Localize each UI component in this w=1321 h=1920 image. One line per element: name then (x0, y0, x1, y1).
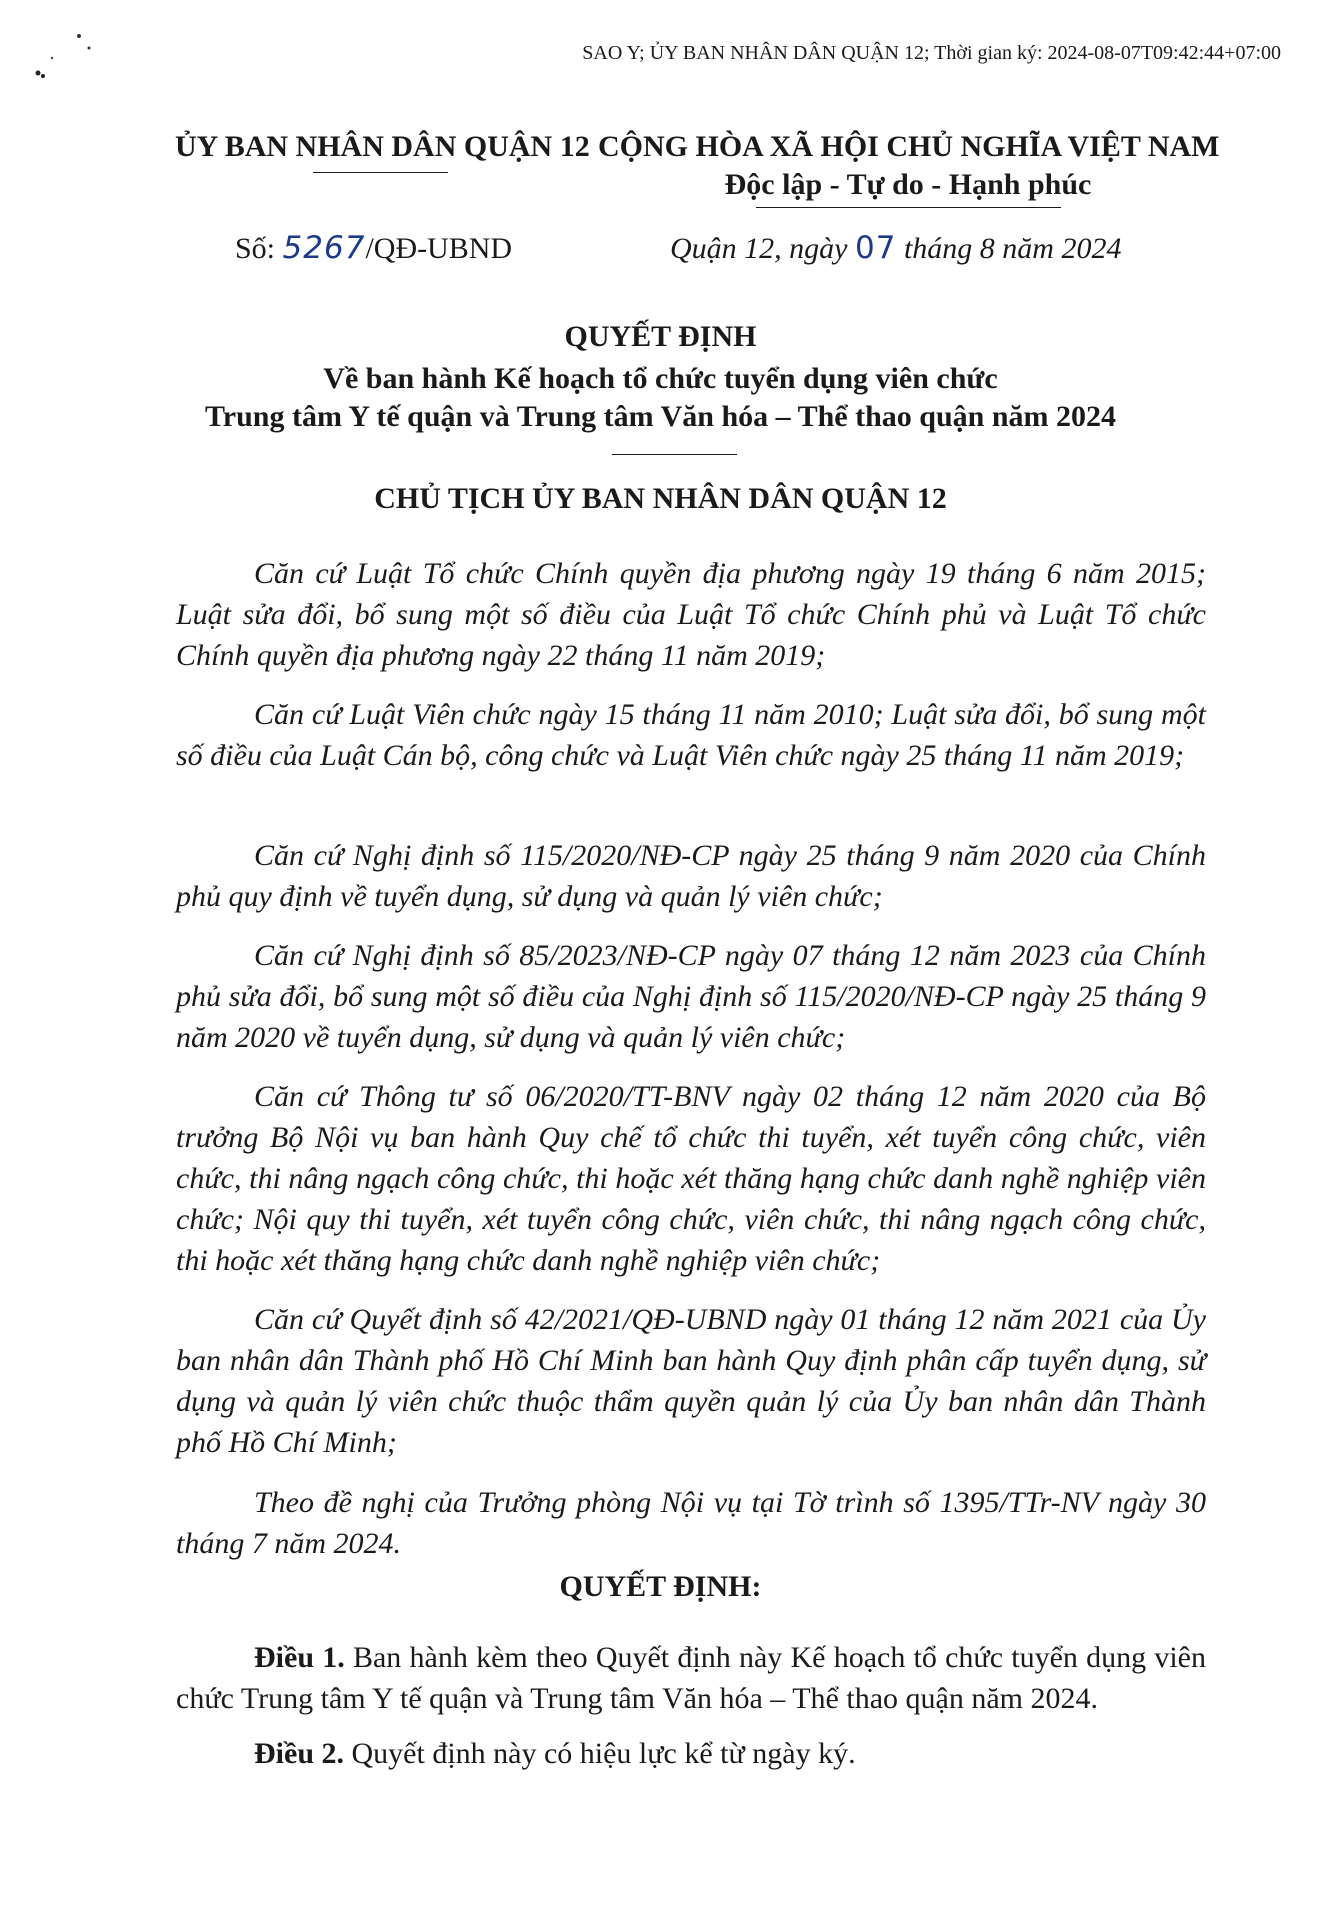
issuing-authority: CHỦ TỊCH ỦY BAN NHÂN DÂN QUẬN 12 (374, 482, 947, 515)
handwritten-day: 07 (854, 230, 897, 266)
document-number (235, 230, 512, 266)
document-date (670, 230, 1121, 266)
motto-underline (756, 207, 1061, 208)
article-text: Quyết định này có hiệu lực kể từ ngày ký. (344, 1737, 856, 1770)
title-subject-line-1: Về ban hành Kế hoạch tổ chức tuyển dụng viên chức (323, 362, 998, 395)
agency-name: ỦY BAN NHÂN DÂN QUẬN 12 (175, 130, 590, 163)
article-text: Ban hành kèm theo Quyết định này Kế hoạch tổ chức tuyển dụng viên chức Trung tâm Y tế quận và Trung tâm Văn hóa – Thể thao quận năm 2024. (176, 1641, 1207, 1715)
number-prefix: Số: (235, 232, 283, 265)
preamble-paragraph: Căn cứ Thông tư số 06/2020/TT-BNV ngày 02 tháng 12 năm 2020 của Bộ trưởng Bộ Nội vụ ban hành Quy chế tổ chức thi tuyển, xét tuyển công chức, viên chức, thi nâng ngạch công chức, thi hoặc xét thăng hạng chức danh nghề nghiệp viên chức; Nội quy thi tuyển, xét tuyển công chức, viên chức, thi nâng ngạch công chức, thi hoặc xét thăng hạng chức danh nghề nghiệp viên chức; (176, 1080, 1206, 1277)
article-2 (176, 1733, 1206, 1774)
date-suffix: tháng 8 năm 2024 (896, 232, 1122, 265)
title-subject-line-2: Trung tâm Y tế quận và Trung tâm Văn hóa – Thể thao quận năm 2024 (204, 400, 1116, 433)
preamble-paragraph: Căn cứ Luật Viên chức ngày 15 tháng 11 năm 2010; Luật sửa đổi, bổ sung một số điều của Luật Cán bộ, công chức và Luật Viên chức ngày 25 tháng 11 năm 2019; (176, 698, 1206, 772)
preamble-paragraph: Căn cứ Nghị định số 85/2023/NĐ-CP ngày 07 tháng 12 năm 2023 của Chính phủ sửa đổi, bổ sung một số điều của Nghị định số 115/2020/NĐ-CP ngày 25 tháng 9 năm 2020 về tuyển dụng, sử dụng và quản lý viên chức; (176, 939, 1206, 1054)
title-underline (612, 454, 737, 455)
article-label: Điều 1. (254, 1641, 345, 1674)
document-title: QUYẾT ĐỊNH (564, 320, 757, 353)
scan-specks (35, 30, 105, 90)
national-motto: Độc lập - Tự do - Hạnh phúc (724, 168, 1092, 201)
article-1 (176, 1637, 1206, 1719)
preamble-paragraph: Căn cứ Nghị định số 115/2020/NĐ-CP ngày 25 tháng 9 năm 2020 của Chính phủ quy định về tuyển dụng, sử dụng và quản lý viên chức; (176, 839, 1206, 913)
date-prefix: Quận 12, ngày (670, 232, 855, 265)
agency-underline (313, 172, 448, 173)
header-national-block (598, 128, 1218, 208)
preamble-paragraph: Căn cứ Luật Tổ chức Chính quyền địa phương ngày 19 tháng 6 năm 2015; Luật sửa đổi, bổ sung một số điều của Luật Tổ chức Chính phủ và Luật Tổ chức Chính quyền địa phương ngày 22 tháng 11 năm 2019; (176, 557, 1206, 672)
article-label: Điều 2. (254, 1737, 344, 1770)
preamble-paragraph: Căn cứ Quyết định số 42/2021/QĐ-UBND ngày 01 tháng 12 năm 2021 của Ủy ban nhân dân Thành phố Hồ Chí Minh ban hành Quy định phân cấp tuyển dụng, sử dụng và quản lý viên chức thuộc thẩm quyền quản lý của Ủy ban nhân dân Thành phố Hồ Chí Minh; (176, 1303, 1206, 1459)
digital-signature-stamp: SAO Y; ỦY BAN NHÂN DÂN QUẬN 12; Thời gian ký: 2024-08-07T09:42:44+07:00 (582, 42, 1281, 64)
decision-heading: QUYẾT ĐỊNH: (559, 1570, 762, 1603)
country-name: CỘNG HÒA XÃ HỘI CHỦ NGHĨA VIỆT NAM (598, 130, 1220, 163)
preamble-paragraph: Theo đề nghị của Trưởng phòng Nội vụ tại Tờ trình số 1395/TTr-NV ngày 30 tháng 7 năm 2024. (176, 1486, 1206, 1560)
number-suffix: /QĐ-UBND (365, 232, 513, 265)
handwritten-number: 5267 (282, 230, 366, 266)
header-agency-block (175, 128, 590, 173)
